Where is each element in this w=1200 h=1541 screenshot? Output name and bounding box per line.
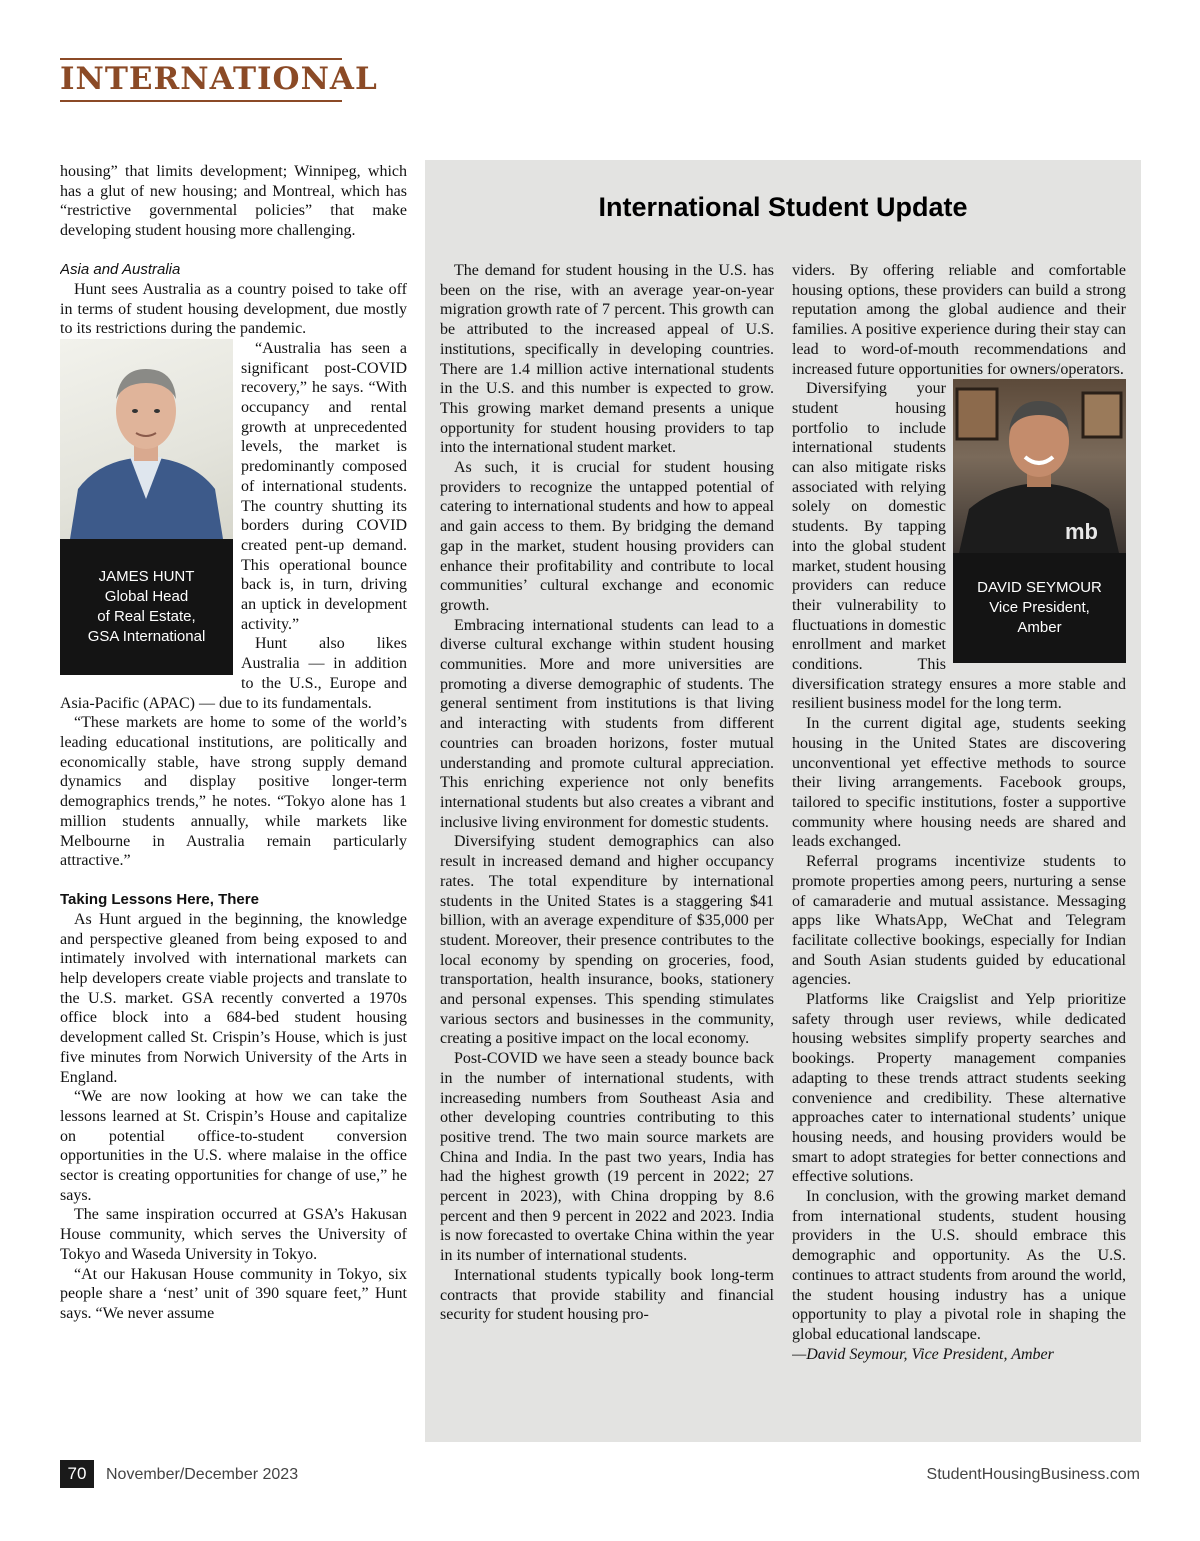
sidebar-paragraph: viders. By offering reliable and comfortable housing options, these providers can build a strong reputation among the global audience and their families. A positive experience during their stay can lead to word-of-mouth recommendations and increased future opportunities for owners/operators. <box>792 262 1126 378</box>
sidebar-paragraph-with-photo <box>792 379 1126 714</box>
caption-name: JAMES HUNT <box>98 567 195 585</box>
sidebar-paragraph: International students typically book long-term contracts that provide stability and financial security for student housing pro- <box>440 1266 774 1324</box>
portrait-illustration-icon <box>953 379 1126 553</box>
caption-title-line: Amber <box>1017 619 1062 637</box>
publication-website: StudentHousingBusiness.com <box>926 1466 1140 1483</box>
sidebar-paragraph: As such, it is crucial for student housing providers to recognize the untapped potential of catering to international students and how to appeal and gain access to them. By bridging the demand gap in the market, student housing providers can enhance their profitability and contribute to local communities’ cultural exchange and economic growth. <box>440 459 774 614</box>
article-paragraph: Hunt also likes Australia — in addition to the U.S., Europe and Asia-Pacific (APAC) — due to its fundamentals. <box>60 635 407 712</box>
article-paragraph: “These markets are home to some of the world’s leading educational institutions, are politically and economically stable, have strong supply demand dynamics and display positive longer-term demographics trends,” he notes. “Tokyo alone has 1 million students annually, while markets like Melbourne in Australia remain particularly attractive.” <box>60 714 407 870</box>
sidebar-paragraph: Referral programs incentivize students to promote properties among peers, nurturing a sense of camaraderie and mutual assistance. Messaging apps like WhatsApp, WeChat and Telegram facilitate collective bookings, especially for Indian and South Asian students guided by educational agencies. <box>792 853 1126 989</box>
article-paragraph: “At our Hakusan House community in Tokyo, six people share a ‘nest’ unit of 390 square feet,” Hunt says. “We never assume <box>60 1265 407 1322</box>
sidebar-paragraph: Platforms like Craigslist and Yelp prioritize safety through user reviews, while dedicated housing websites simplify property searches and bookings. Property management companies adapting to these trends attract students seeking convenience and credibility. These alternative approaches cater to international students’ unique housing needs, and housing providers would be smart to adopt strategies for better connections and effective solutions. <box>792 991 1126 1186</box>
page-number: 70 <box>60 1460 94 1488</box>
portrait-image <box>60 339 233 539</box>
section-title: INTERNATIONAL <box>60 61 378 97</box>
caption-title-line: GSA International <box>87 627 206 645</box>
sidebar-paragraph: Diversifying your student housing portfolio to include international students can also mitigate risks associated with relying solely on domestic students. By tapping into the global student market, student housing providers can reduce their vulnerability to fluctuations in domestic enrollment and market conditions. This diversification strategy ensures a more stable and resilient business model for the long term. <box>792 380 1126 713</box>
sidebar-title: International Student Update <box>598 192 968 222</box>
header-rule-bottom <box>60 100 342 102</box>
sidebar-paragraph: Embracing international students can lead to a diverse cultural exchange within student housing communities. More and more universities are promoting a diverse demographic of students. The general sentiment from institutions is that living and interacting with students from different countries can broaden horizons, foster mutual understanding and promote cultural appreciation. This enriching experience not only benefits international students but also creates a vibrant and inclusive living environment for domestic students. <box>440 616 774 831</box>
caption-title-line: Global Head <box>104 587 189 605</box>
caption-title-line: Vice President, <box>989 599 1090 617</box>
photo-caption-david-seymour <box>953 553 1126 663</box>
sidebar-column-1 <box>440 261 774 1431</box>
article-left-column <box>60 162 407 1452</box>
caption-name: DAVID SEYMOUR <box>977 579 1102 597</box>
subhead-taking-lessons: Taking Lessons Here, There <box>60 890 259 908</box>
portrait-illustration-icon <box>60 339 233 539</box>
caption-title-line: of Real Estate, <box>97 607 196 625</box>
sidebar-paragraph: The demand for student housing in the U.S. has been on the rise, with an average year-on-year migration growth rate of 7 percent. This growth can be attributed to the increased appeal of U.S. institutions, specifically in developing countries. There are 1.4 million active international students in the U.S. and this number is expected to grow. This growing market demand presents a unique opportunity for student housing providers to tap into the international student market. <box>440 262 774 457</box>
svg-text:mb: mb <box>1065 519 1098 545</box>
article-paragraph: housing” that limits development; Winnipeg, which has a glut of new housing; and Montreal, which has “restrictive governmental policies” that make developing student housing more challenging. <box>60 163 407 240</box>
portrait-image <box>953 379 1126 553</box>
article-paragraph: “Australia has seen a significant post-COVID recovery,” he says. “With occupancy and rental growth at unprecedented levels, the market is predominantly composed of international students. The country shutting its borders during COVID created pent-up demand. This operational bounce back is, in turn, driving an uptick in development activity.” <box>241 339 407 633</box>
sidebar-signature: —David Seymour, Vice President, Amber <box>792 1345 1054 1363</box>
subhead-asia-australia: Asia and Australia <box>60 260 181 278</box>
article-paragraph-with-photo <box>60 339 407 645</box>
sidebar-international-student-update <box>425 160 1141 1442</box>
sidebar-column-2 <box>792 261 1126 1431</box>
photo-david-seymour <box>953 379 1126 663</box>
photo-james-hunt <box>60 339 233 675</box>
article-paragraph: “We are now looking at how we can take the lessons learned at St. Crispin’s House and capitalize on potential office-to-student conversion opportunities in the U.S. where malaise in the office sector is creating opportunities for change of use,” he says. <box>60 1088 407 1204</box>
sidebar-paragraph: Diversifying student demographics can also result in increased demand and higher occupancy rates. The total expenditure by international students in the United States is a staggering $41 billion, with an average expenditure of $35,000 per student. Moreover, their presence contributes to the local economy by spending on groceries, food, transportation, health insurance, books, stationery and personal expenses. This spending stimulates various sectors and businesses in the community, creating a positive impact on the local economy. <box>440 833 774 1048</box>
sidebar-paragraph: In conclusion, with the growing market demand from international students, student housing providers in the U.S. should embrace this demographic and opportunity. As the U.S. continues to attract students from around the world, the student housing industry has a unique opportunity to play a pivotal role in shaping the global educational landscape. <box>792 1188 1126 1343</box>
photo-caption-james-hunt <box>60 539 233 675</box>
article-paragraph: Hunt sees Australia as a country poised to take off in terms of student housing development, due mostly to its restrictions during the pandemic. <box>60 280 407 338</box>
sidebar-paragraph: In the current digital age, students seeking housing in the United States are discovering unconventional yet effective methods to source their living arrangements. Facebook groups, tailored to specific institutions, foster a supportive community where housing needs are shared and leads exchanged. <box>792 715 1126 851</box>
header-rule-top <box>60 58 342 60</box>
article-paragraph: The same inspiration occurred at GSA’s Hakusan House community, which serves the University of Tokyo and Waseda University in Tokyo. <box>60 1206 407 1263</box>
issue-date: November/December 2023 <box>106 1466 299 1483</box>
sidebar-paragraph: Post-COVID we have seen a steady bounce back in the number of international students, with increaseding numbers from Southeast Asia and other developing countries contributing to this positive trend. The two main source markets are China and India. In the past two years, India has had the highest growth (19 percent in 2022; 27 percent in 2023), with China dropping by 8.6 percent and then 9 percent in 2022 and 2023. India is now forecasted to overtake China within the year in its number of international students. <box>440 1050 774 1265</box>
article-paragraph: As Hunt argued in the beginning, the knowledge and perspective gleaned from being exposed to and intimately involved with international markets can help developers create viable projects and translate to the U.S. market. GSA recently converted a 1970s office block into a 684-bed student housing development called St. Crispin’s House, which is just five minutes from Norwich University of the Arts in England. <box>60 910 407 1086</box>
